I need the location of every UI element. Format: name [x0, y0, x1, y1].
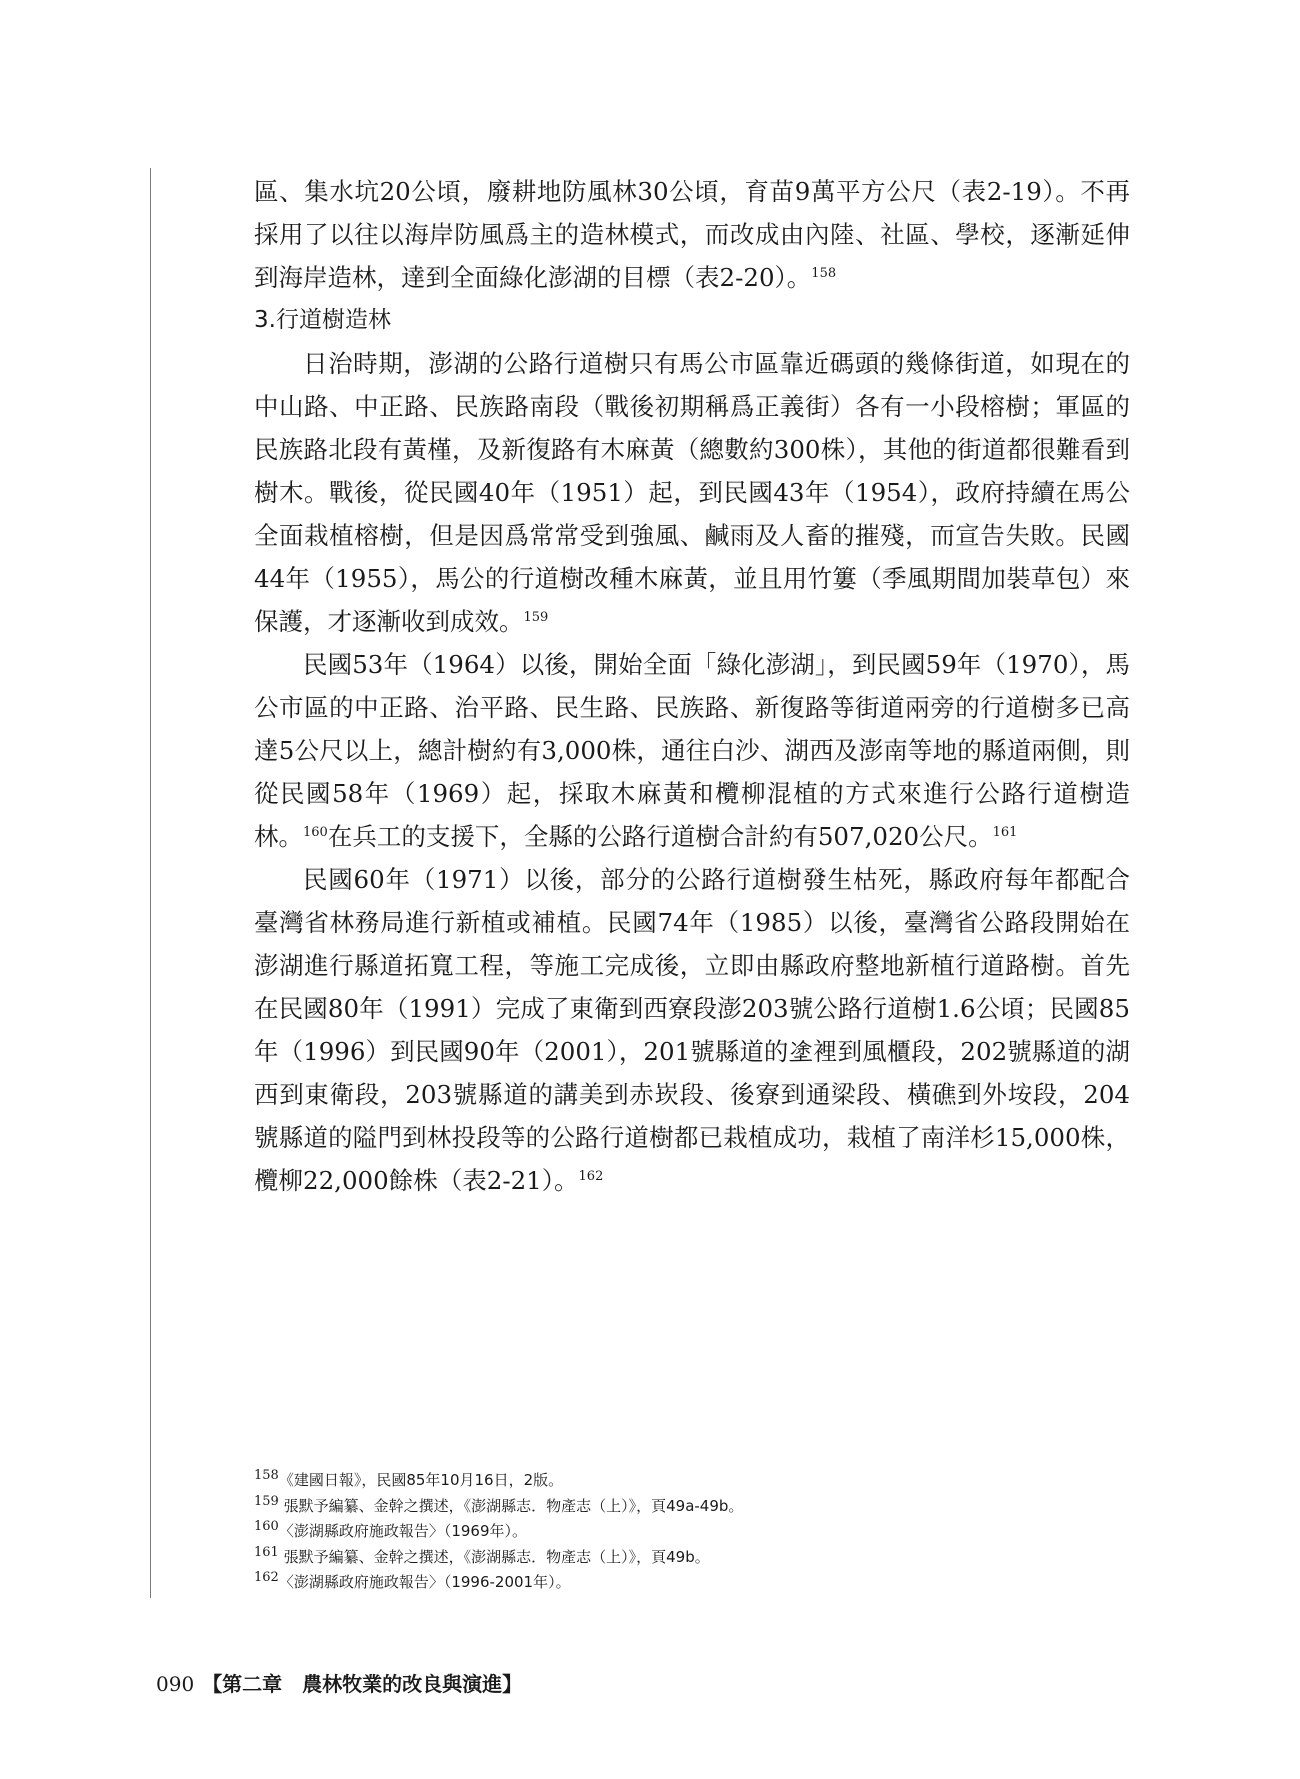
footnote — [254, 1570, 1130, 1596]
paragraph: 民國60年（1971）以後，部分的公路行道樹發生枯死，縣政府每年都配合臺灣省林務局進行新植或補植。民國74年（1985）以後，臺灣省公路段開始在澎湖進行縣道拓寬工程，等施工完成後，立即由縣政府整地新植行道路樹。首先在民國80年（1991）完成了東衛到西寮段澎203號公路行道樹1.6公頃；民國85年（1996）到民國90年（2001），201號縣道的𡍼裡到風櫃段，202號縣道的湖西到東衛段，203號縣道的講美到赤崁段、後寮到通梁段、橫礁到外垵段，204號縣道的隘門到林投段等的公路行道樹都已栽植成功，栽植了南洋杉15,000株，欖柳22,000餘株（表2-21）。$^{162}$ — [254, 865, 1130, 1195]
footnote — [254, 1545, 1130, 1571]
page-number: 090 — [156, 1672, 195, 1696]
paragraph: 民國53年（1964）以後，開始全面「綠化澎湖」，到民國59年（1970），馬公市區的中正路、治平路、民生路、民族路、新復路等街道兩旁的行道樹多已高達5公尺以上，總計樹約有3,000株，通往白沙、湖西及澎南等地的縣道兩側，則從民國58年（1969）起，採取木麻黃和欖柳混植的方式來進行公路行道樹造林。$^{160}$在兵工的支援下，全縣的公路行道樹合計約有507,020公尺。$^{161}$ — [254, 650, 1130, 851]
footnote-text: 張默予編纂、金幹之撰述，《澎湖縣志．物產志（上）》，頁49a-49b。 — [283, 1496, 744, 1515]
margin-rule — [150, 168, 151, 1598]
footnote-text: 〈澎湖縣政府施政報告〉（1969年）。 — [278, 1522, 528, 1540]
footnote-ref[interactable]: 161 — [992, 824, 1018, 840]
footnote-text: 《建國日報》，民國85年10月16日，2版。 — [278, 1471, 564, 1489]
footnote-number: 162 — [254, 1570, 279, 1585]
footnote-ref[interactable]: 162 — [578, 1168, 604, 1184]
footnote-ref[interactable]: 160 — [303, 824, 328, 840]
page-footer — [156, 1672, 522, 1696]
footnote-text: 〈澎湖縣政府施政報告〉（1996-2001年）。 — [278, 1573, 571, 1591]
paragraph-continued: 區、集水坑20公頃，廢耕地防風林30公頃，育苗9萬平方公尺（表2-19）。不再採用了以往以海岸防風爲主的造林模式，而改成由內陸、社區、學校，逐漸延伸到海岸造林，達到全面綠化澎湖的目標（表2-20）。$^{158}$ — [254, 177, 1130, 292]
section-heading: 3.行道樹造林 — [254, 307, 391, 333]
main-text — [254, 170, 1130, 1202]
chapter-title: 【第二章 農林牧業的改良與演進】 — [202, 1672, 523, 1696]
footnote — [254, 1519, 1130, 1545]
footnote-number: 160 — [254, 1519, 279, 1534]
footnote-ref[interactable]: 158 — [811, 265, 837, 281]
footnote-number: 159 — [254, 1493, 279, 1509]
footnote-text: 張默予編纂、金幹之撰述，《澎湖縣志．物產志（上）》，頁49b。 — [283, 1547, 710, 1566]
footnote — [254, 1468, 1130, 1494]
paragraph: 日治時期，澎湖的公路行道樹只有馬公市區靠近碼頭的幾條街道，如現在的中山路、中正路、民族路南段（戰後初期稱爲正義街）各有一小段榕樹；軍區的民族路北段有黃槿，及新復路有木麻黃（總數約300株），其他的街道都很難看到樹木。戰後，從民國40年（1951）起，到民國43年（1954），政府持續在馬公全面栽植榕樹，但是因爲常常受到強風、鹹雨及人畜的摧殘，而宣告失敗。民國44年（1955），馬公的行道樹改種木麻黃，並且用竹簍（季風期間加裝草包）來保護，才逐漸收到成效。$^{159}$ — [254, 349, 1130, 636]
footnote-number: 158 — [254, 1468, 279, 1483]
footnotes — [254, 1468, 1130, 1596]
footnote-number: 161 — [254, 1544, 279, 1560]
footnote-ref[interactable]: 159 — [523, 609, 549, 625]
footnote — [254, 1494, 1130, 1520]
